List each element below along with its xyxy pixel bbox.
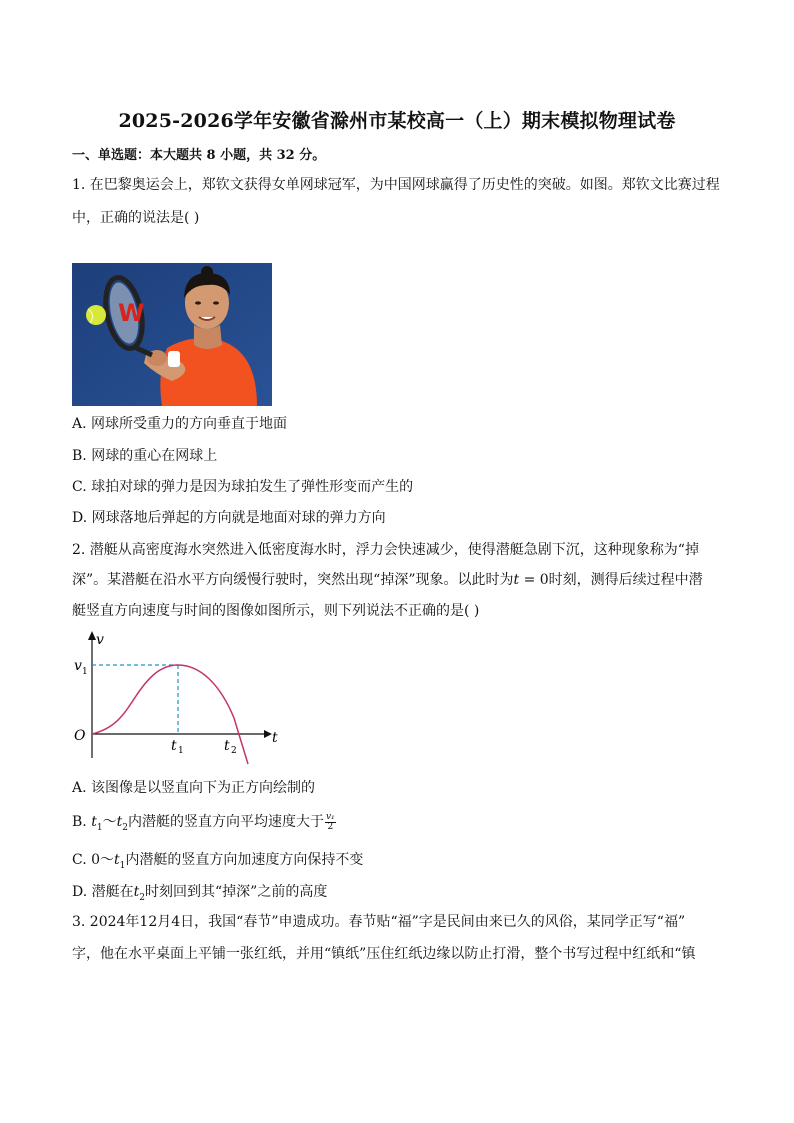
velocity-time-graph (68, 628, 288, 768)
page-title: 2025-2026学年安徽省滁州市某校高一（上）期末模拟物理试卷 (118, 110, 676, 132)
t1-label: t (171, 738, 177, 754)
v1-over-2-fraction: $\frac{\text{v₁}}{2}$ (325, 811, 335, 832)
question-2-option-a: A. 该图像是以竖直向下为正方向绘制的 (72, 780, 316, 796)
question-2-line-3: 艇竖直方向速度与时间的图像如图所示，则下列说法不正确的是( ) (72, 603, 480, 619)
question-3-line-2: 字，他在水平桌面上平铺一张红纸，并用“镇纸”压住红纸边缘以防止打滑，整个书写过程中红纸和“镇 (72, 946, 696, 962)
t-axis-arrow (264, 730, 272, 738)
question-2-line-1: 2. 潜艇从高密度海水突然进入低密度海水时，浮力会快速减少，使得潜艇急剧下沉，这种现象称为“掉 (72, 542, 699, 558)
section-heading: 一、单选题：本大题共 8 小题，共 32 分。 (72, 148, 326, 163)
question-2-option-d: D. 潜艇在$t_2$时刻回到其“掉深”之前的高度 (72, 884, 328, 903)
question-2-option-c: C. $0\sim t_1$内潜艇的竖直方向加速度方向保持不变 (72, 852, 364, 871)
question-1-line-1: 1. 在巴黎奥运会上，郑钦文获得女单网球冠军，为中国网球赢得了历史性的突破。如图。郑钦文比赛过程 (72, 177, 720, 193)
question-1-option-c: C. 球拍对球的弹力是因为球拍发生了弹性形变而产生的 (72, 479, 414, 495)
v1-subscript: 1 (82, 667, 88, 677)
origin-label: O (74, 728, 86, 744)
question-3-line-1: 3. 2024年12月4日，我国“春节”申遗成功。春节贴“福”字是民间由来已久的风俗，某同学正写“福” (72, 914, 686, 930)
v-axis-label: v (96, 632, 104, 648)
tennis-player-photo (72, 263, 272, 406)
v1-label: v (74, 658, 82, 674)
t2-label: t (224, 738, 230, 754)
question-2-option-b: B. $t_1\sim t_2$内潜艇的竖直方向平均速度大于 $\frac{\text{v₁}}{2}$ (72, 811, 335, 833)
question-1-line-2: 中，正确的说法是( ) (72, 210, 200, 226)
question-1-option-b: B. 网球的重心在网球上 (72, 448, 218, 464)
t1-subscript: 1 (178, 746, 184, 756)
question-1-option-a: A. 网球所受重力的方向垂直于地面 (72, 416, 288, 432)
v-axis-arrow (88, 631, 96, 640)
t2-subscript: 2 (231, 746, 237, 756)
svg-text:W: W (118, 299, 145, 327)
question-2-line-2: 深”。某潜艇在沿水平方向缓慢行驶时，突然出现“掉深”现象。以此时为t = 0时刻，测得后续过程中潜 (72, 572, 703, 588)
t-axis-label: t (272, 730, 278, 746)
question-1-option-d: D. 网球落地后弹起的方向就是地面对球的弹力方向 (72, 510, 386, 526)
